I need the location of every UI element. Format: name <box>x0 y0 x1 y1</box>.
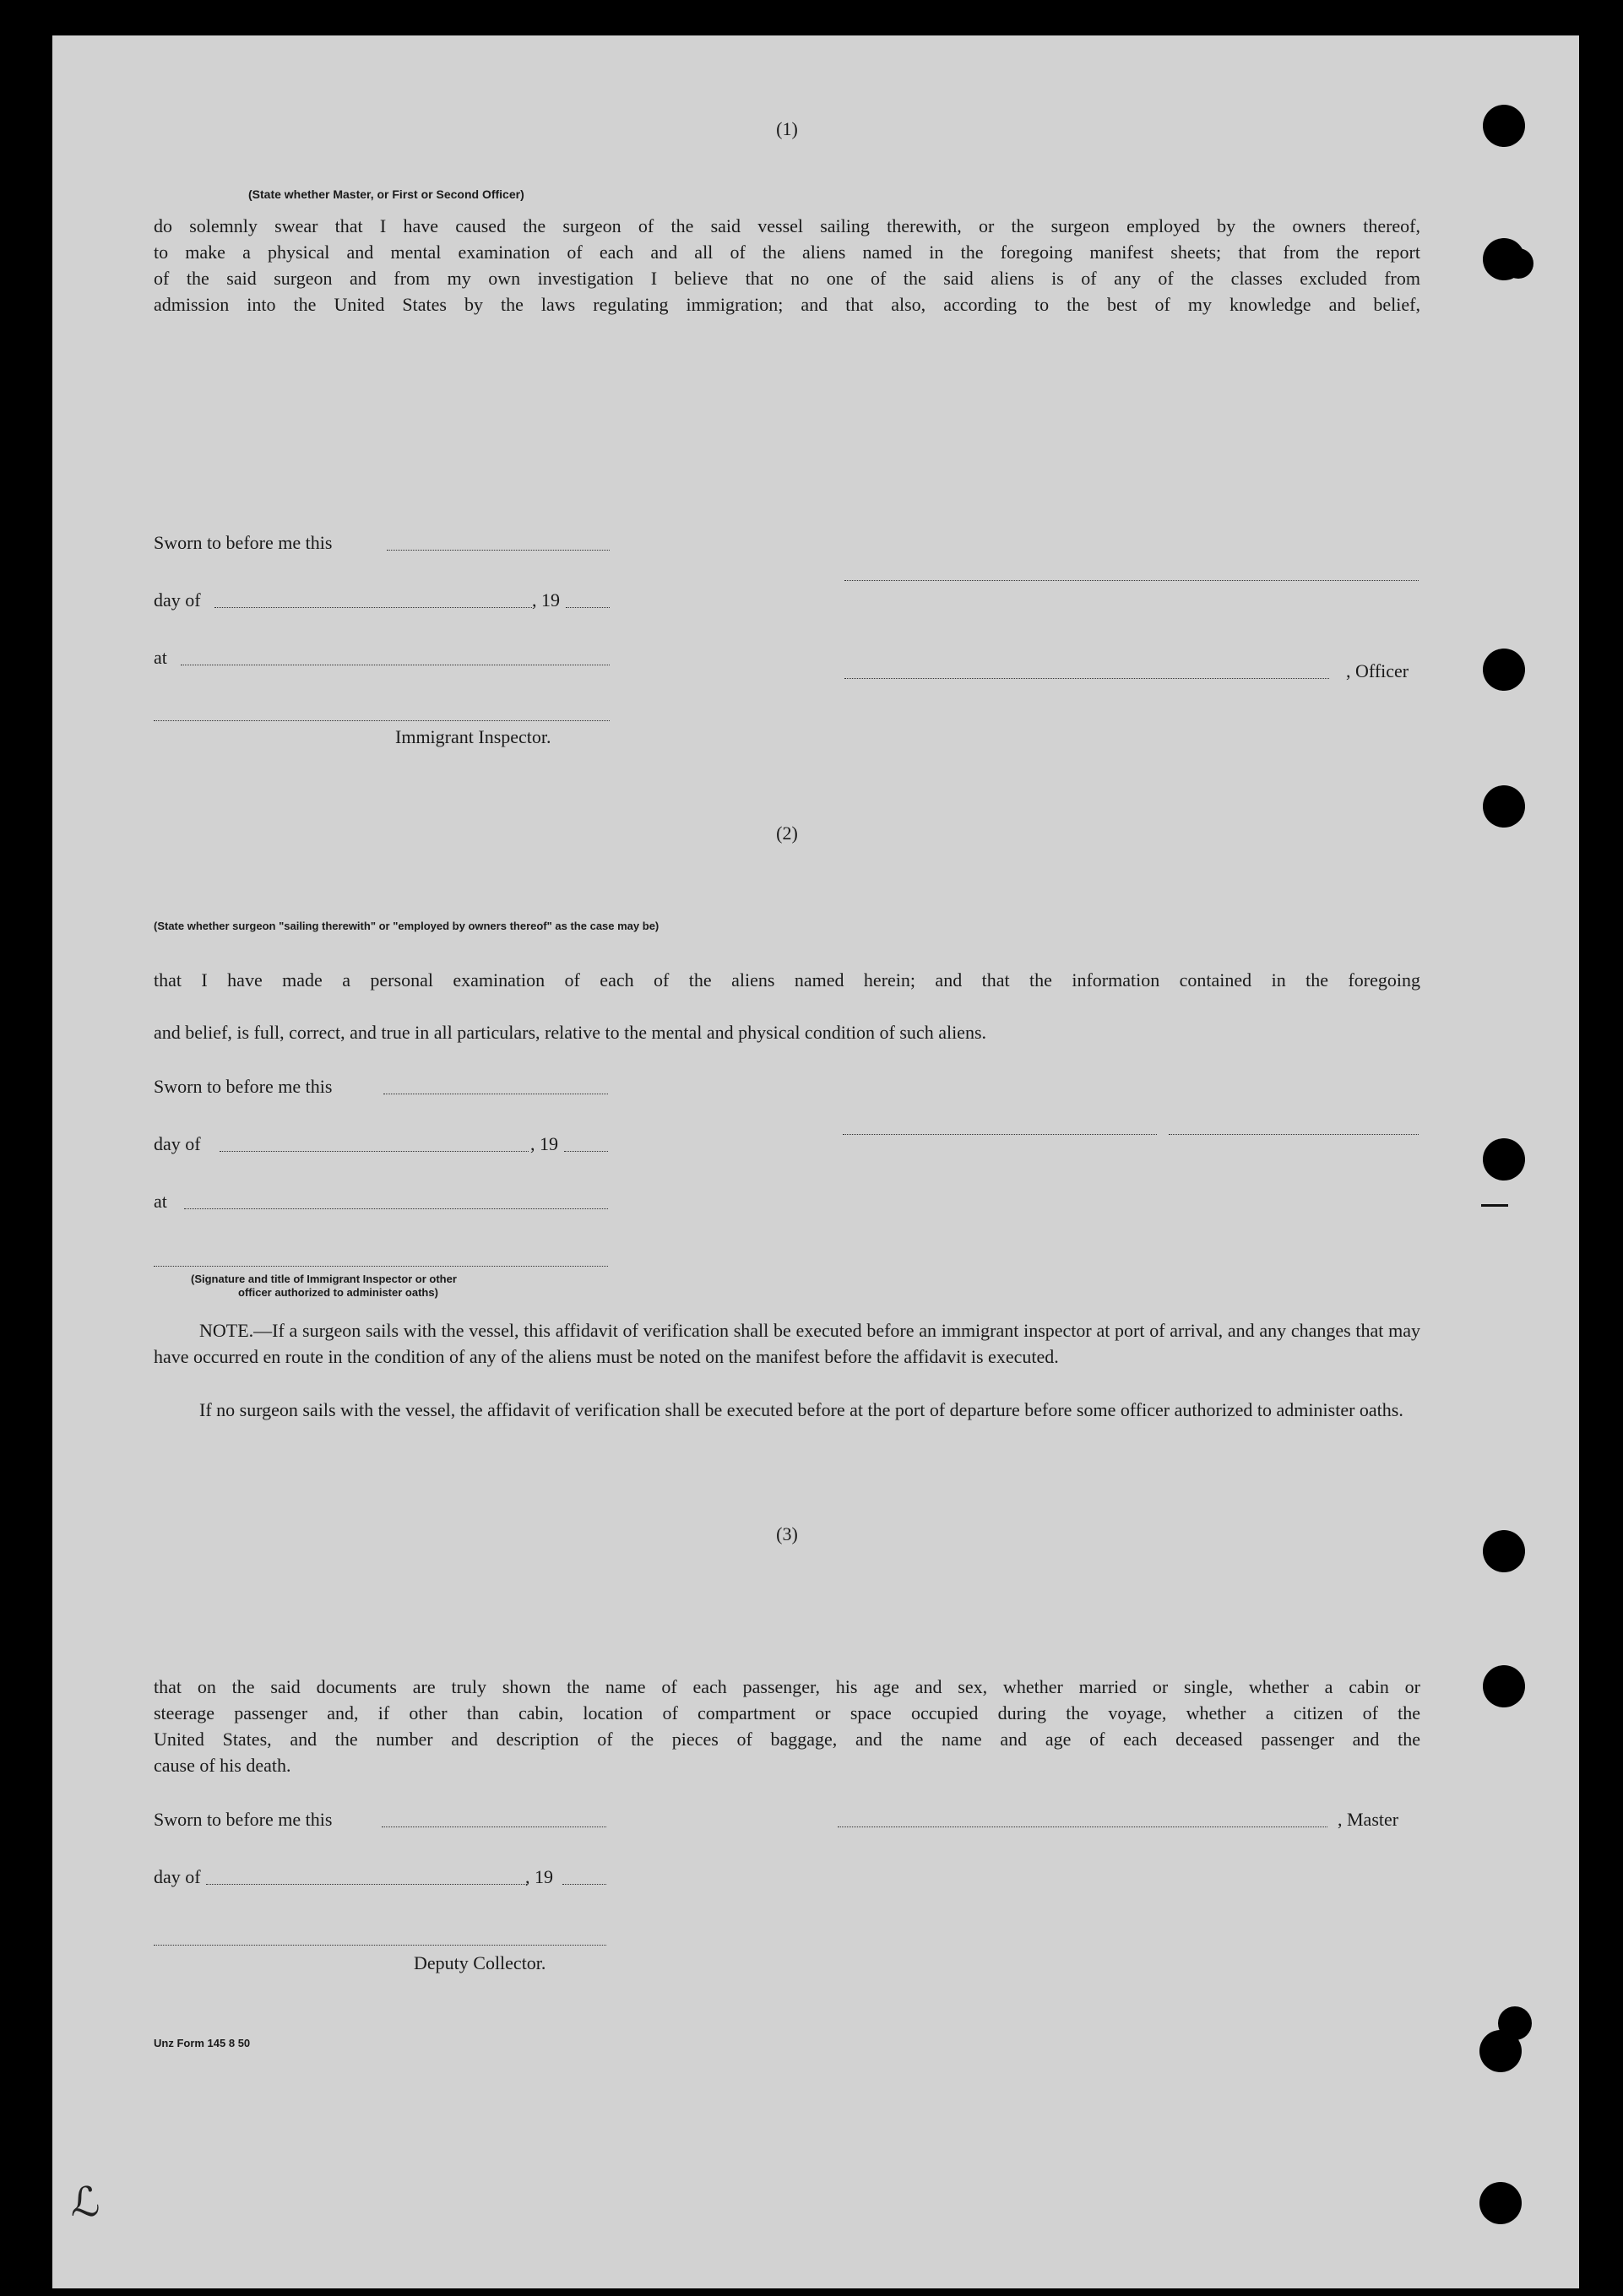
punch-hole <box>1479 2182 1522 2224</box>
section-1-number: (1) <box>776 118 798 139</box>
s1-text-line: of the said surgeon and from my own investigation I believe that no one of the said aliens is of any of the classes excluded from <box>154 268 1420 289</box>
s2-note-paragraph <box>154 1317 1420 1370</box>
s1-officer-signature-line[interactable] <box>844 579 1419 581</box>
section-2-number: (2) <box>776 822 798 844</box>
s1-sworn-label: Sworn to before me this <box>154 532 333 553</box>
s3-deputy-signature-line[interactable] <box>154 1944 606 1946</box>
s3-month-field[interactable] <box>206 1883 527 1885</box>
s2-sig-note-1: (Signature and title of Immigrant Inspector or other <box>191 1273 457 1285</box>
handwritten-mark: ℒ <box>71 2179 100 2226</box>
s1-officer-label: , Officer <box>1346 660 1409 681</box>
s1-officer-note: (State whether Master, or First or Second Officer) <box>248 187 524 201</box>
s1-text-line: to make a physical and mental examination of each and all of the aliens named in the foregoing manifest sheets; that from the report <box>154 242 1420 263</box>
form-number: Unz Form 145 8 50 <box>154 2037 251 2049</box>
punch-hole <box>1483 105 1525 147</box>
s1-at-label: at <box>154 647 167 668</box>
s2-note2-paragraph <box>154 1397 1420 1423</box>
punch-hole <box>1503 248 1533 279</box>
s2-belief-line: and belief, is full, correct, and true in all particulars, relative to the mental and physical condition of such aliens. <box>154 1022 987 1043</box>
s2-signature-line-b[interactable] <box>1169 1133 1419 1135</box>
s1-year-field[interactable] <box>566 606 610 608</box>
s1-officer-name-line[interactable] <box>844 677 1329 679</box>
s1-inspector-label: Immigrant Inspector. <box>395 726 551 747</box>
s3-master-signature-line[interactable] <box>838 1826 1327 1827</box>
s2-at-field[interactable] <box>184 1208 608 1209</box>
s2-sig-note-2: officer authorized to administer oaths) <box>238 1286 438 1299</box>
s3-text-line: cause of his death. <box>154 1755 291 1776</box>
punch-hole <box>1483 785 1525 828</box>
s1-year-label: , 19 <box>532 589 560 611</box>
s3-text-line: United States, and the number and description of the pieces of baggage, and the name and age of each deceased passenger and the <box>154 1729 1420 1750</box>
s2-at-label: at <box>154 1191 167 1212</box>
punch-hole <box>1483 1138 1525 1181</box>
s2-sworn-label: Sworn to before me this <box>154 1076 333 1097</box>
s2-sworn-date-field[interactable] <box>383 1093 608 1094</box>
s1-inspector-signature-line[interactable] <box>154 719 610 721</box>
s2-month-field[interactable] <box>220 1150 529 1152</box>
s2-note-text: NOTE.—If a surgeon sails with the vessel, this affidavit of verification shall be executed before an immigrant inspector at port of arrival, and any changes that may have occurred en route in the condition of any of the aliens must be noted on the manifest before the affidavit is executed. <box>154 1320 1420 1367</box>
s1-day-of-label: day of <box>154 589 201 611</box>
edge-mark <box>1481 1204 1508 1207</box>
s3-day-of-label: day of <box>154 1866 201 1887</box>
s2-year-label: , 19 <box>530 1133 558 1154</box>
section-3-number: (3) <box>776 1523 798 1544</box>
document-page <box>52 35 1579 2288</box>
s2-surgeon-note: (State whether surgeon "sailing therewith" or "employed by owners thereof" as the case may be) <box>154 920 660 932</box>
punch-hole <box>1479 2030 1522 2072</box>
punch-hole <box>1483 649 1525 691</box>
s3-text-line: steerage passenger and, if other than cabin, location of compartment or space occupied during the voyage, whether a citizen of the <box>154 1702 1420 1723</box>
s3-sworn-label: Sworn to before me this <box>154 1809 333 1830</box>
s3-deputy-label: Deputy Collector. <box>414 1952 546 1973</box>
punch-hole <box>1483 1530 1525 1572</box>
s3-sworn-date-field[interactable] <box>382 1826 606 1827</box>
s2-note2-text: If no surgeon sails with the vessel, the affidavit of verification shall be executed before at the port of departure before some officer authorized to administer oaths. <box>199 1399 1403 1420</box>
s2-signature-line-a[interactable] <box>843 1133 1157 1135</box>
s2-year-field[interactable] <box>564 1150 608 1152</box>
s3-year-label: , 19 <box>525 1866 553 1887</box>
s1-text-line: do solemnly swear that I have caused the surgeon of the said vessel sailing therewith, or the surgeon employed by the owners thereof, <box>154 215 1420 236</box>
s1-month-field[interactable] <box>214 606 532 608</box>
s3-text-line: that on the said documents are truly shown the name of each passenger, his age and sex, whether married or single, whether a cabin or <box>154 1676 1420 1697</box>
s2-inspector-signature-line[interactable] <box>154 1265 608 1267</box>
s3-year-field[interactable] <box>562 1883 606 1885</box>
punch-hole <box>1483 1665 1525 1707</box>
s3-master-sign-label: , Master <box>1338 1809 1399 1830</box>
s2-examination-line: that I have made a personal examination of each of the aliens named herein; and that the information contained in the foregoing <box>154 969 1420 991</box>
s1-text-line: admission into the United States by the laws regulating immigration; and that also, according to the best of my knowledge and belief, <box>154 294 1420 315</box>
s1-at-field[interactable] <box>181 664 610 665</box>
s2-day-of-label: day of <box>154 1133 201 1154</box>
s1-sworn-date-field[interactable] <box>387 549 610 551</box>
